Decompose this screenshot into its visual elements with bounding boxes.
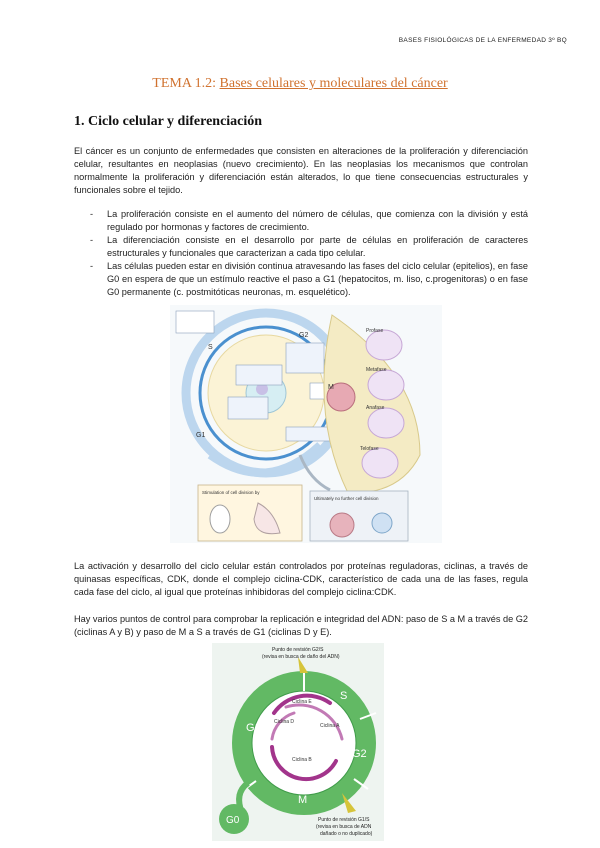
fig2-cyclin-b: Ciclina B [292,757,312,763]
bullet-proliferation: - La proliferación consiste en el aumento del número de células, que comienza con la división y está regulado por hormonas y factores de crecimiento. [90,208,528,234]
fig1-box-right: Ultimately no further cell division [314,496,379,501]
fig1-metaphase: Metafase [366,367,387,373]
page-title [0,76,600,92]
title-main[interactable]: Bases celulares y moleculares del cáncer [219,76,448,91]
intro-paragraph: El cáncer es un conjunto de enfermedades que consisten en alteraciones de la proliferación y diferenciación celular, resultantes en neoplasias (nuevo crecimiento). En las neoplasias los mecanismos que controlan normalmente la proliferación y diferenciación están alterados, lo que tiene consecuencias estructurales y funcionales sobre el tejido. [74,146,528,195]
fig1-anaphase: Anafase [366,405,385,411]
fig2-phase-s: S [340,690,348,702]
fig2-cyclin-e: Ciclina E [292,699,312,705]
fig1-phase-g2: G2 [299,332,309,339]
checkpoints-paragraph: Hay varios puntos de control para comprobar la replicación e integridad del ADN: paso de S a M a través de G2 (ciclinas A y B) y paso de M a S a través de G1 (ciclinas D y E). [74,614,529,637]
cyclin-cycle-figure [212,643,384,841]
cell-cycle-figure [170,305,442,543]
fig1-box-left: Stimulation of cell division by [202,490,260,495]
fig2-checkpoint-bottom-1: Punto de revisión G1/S [318,817,370,823]
fig2-phase-g0: G0 [226,815,240,826]
fig1-phase-s: S [208,344,213,351]
fig2-checkpoint-top-2: (revisa en busca de daño del ADN) [262,654,340,660]
cyclins-paragraph: La activación y desarrollo del ciclo celular están controlados por proteínas reguladoras, ciclinas, a través de quinasas específicas, CDK, donde el complejo ciclina-CDK, característico de cada una de las fases, regula cada fase del ciclo, al igual que proteínas inhibidoras del complejo ciclina:CDK. [74,561,528,597]
header-note: BASES FISIOLÓGICAS DE LA ENFERMEDAD 3º BQ [398,37,567,44]
fig2-phase-g2: G2 [352,748,367,760]
fig1-phase-m: M [328,384,334,391]
fig1-phase-g1: G1 [196,432,206,439]
fig2-checkpoint-bottom-2: (revisa en busca de ADN [316,824,372,830]
section-heading: 1. Ciclo celular y diferenciación [74,114,263,129]
fig1-telophase: Telofase [360,446,379,452]
fig2-cyclin-a: Ciclina A [320,723,340,729]
bullet-cell-states: - Las células pueden estar en división continua atravesando las fases del ciclo celular (epitelios), en fase G0 en espera de que un estímulo reactive el paso a G1 (hepatocitos, m. liso, c.progenitoras) o en fase G0 permanente (c. postmitóticas neuronas, m. esquelético). [90,260,528,299]
fig2-checkpoint-top-1: Punto de revisión G2/S [272,647,324,653]
fig2-phase-g1: G1 [246,722,261,734]
fig2-checkpoint-bottom-3: dañado o no duplicado) [320,831,373,837]
fig1-prophase: Profase [366,328,384,334]
title-prefix: TEMA 1.2: [152,76,217,91]
fig2-cyclin-d: Ciclina D [274,719,295,725]
bullet-differentiation: - La diferenciación consiste en el desarrollo por parte de células en proliferación de caracteres estructurales y funcionales que caracterizan a cada tipo celular. [90,234,528,260]
fig2-phase-m: M [298,794,308,806]
bullet-list [90,208,528,299]
